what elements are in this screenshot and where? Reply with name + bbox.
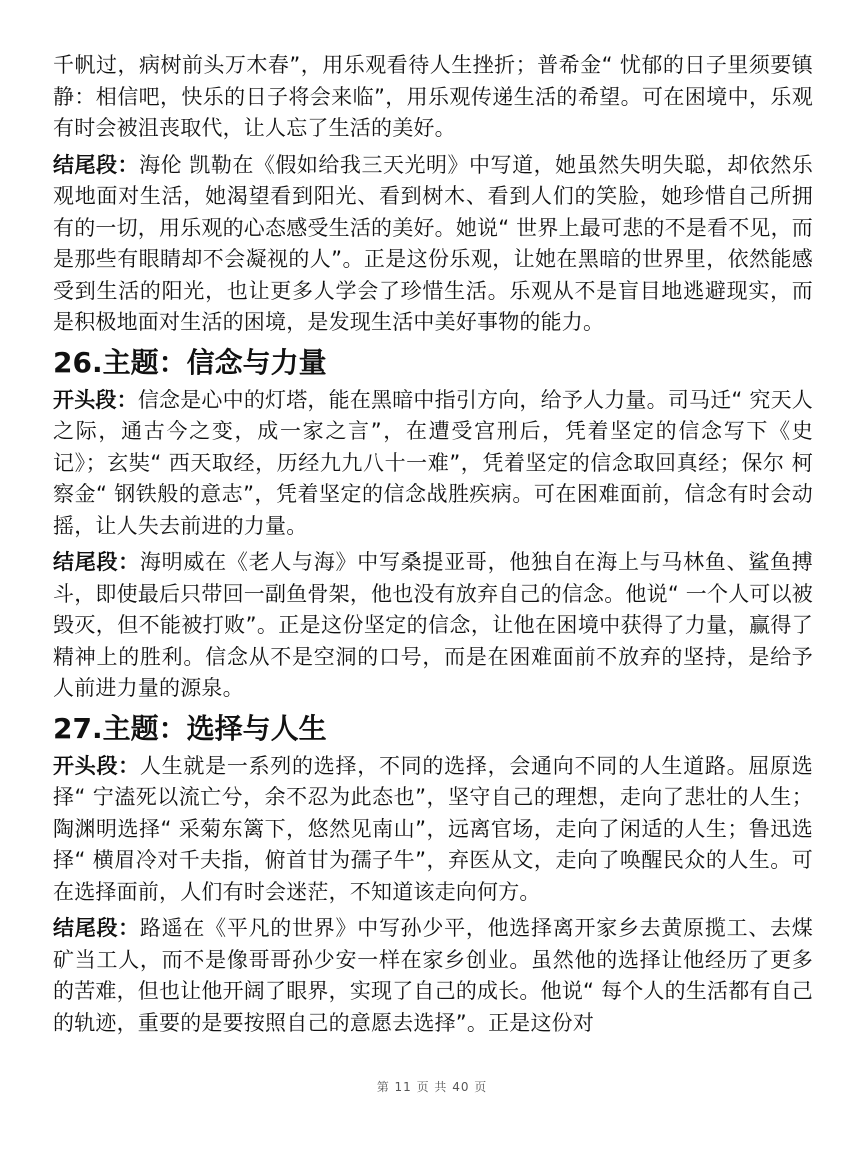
- section-heading-27: 27.主题：选择与人生: [53, 711, 327, 745]
- paragraph-continuation: [53, 50, 813, 145]
- paragraph-lead: 结尾段：: [53, 916, 140, 940]
- paragraph-ending-26: [53, 547, 813, 705]
- section-heading-26: 26.主题：信念与力量: [53, 345, 327, 379]
- paragraph-text: 人生就是一系列的选择，不同的选择，会通向不同的人生道路。屈原选择“ 宁溘死以流亡兮，余不忍为此态也”，坚守自己的理想，走向了悲壮的人生；陶渊明选择“ 采菊东篱下，悠然见南山”，远离官场，走向了闲适的人生；鲁迅选择“ 横眉冷对千夫指，俯首甘为孺子牛”，弃医从文，走向了唤醒民众的人生。可在选择面前，人们有时会迷茫，不知道该走向何方。: [53, 753, 813, 904]
- paragraph-text: 信念是心中的灯塔，能在黑暗中指引方向，给予人力量。司马迁“ 究天人之际，通古今之变，成一家之言”，在遭受宫刑后，凭着坚定的信念写下《史记》；玄奘“ 西天取经，历经九九八十一难”，凭着坚定的信念取回真经；保尔 柯察金“ 钢铁般的意志”，凭着坚定的信念战胜疾病。可在困难面前，信念有时会动摇，让人失去前进的力量。: [53, 387, 813, 538]
- paragraph-text: 海伦 凯勒在《假如给我三天光明》中写道，她虽然失明失聪，却依然乐观地面对生活，她渴望看到阳光、看到树木、看到人们的笑脸，她珍惜自己所拥有的一切，用乐观的心态感受生活的美好。她说“ 世界上最可悲的不是看不见，而是那些有眼睛却不会凝视的人”。正是这份乐观，让她在黑暗的世界里，依然能感受到生活的阳光，也让更多人学会了珍惜生活。乐观从不是盲目地逃避现实，而是积极地面对生活的困境，是发现生活中美好事物的能力。: [53, 152, 813, 334]
- paragraph-ending-27: [53, 913, 813, 1039]
- paragraph-opening-27: [53, 751, 813, 909]
- paragraph-text: 路遥在《平凡的世界》中写孙少平，他选择离开家乡去黄原揽工、去煤矿当工人，而不是像哥哥孙少安一样在家乡创业。虽然他的选择让他经历了更多的苦难，但也让他开阔了眼界，实现了自己的成长。他说“ 每个人的生活都有自己的轨迹，重要的是要按照自己的意愿去选择”。正是这份对: [53, 916, 813, 1035]
- paragraph-lead: 结尾段：: [53, 152, 140, 177]
- paragraph-lead: 结尾段：: [53, 550, 140, 574]
- paragraph-ending-25: [53, 150, 813, 339]
- paragraph-text: 海明威在《老人与海》中写桑提亚哥，他独自在海上与马林鱼、鲨鱼搏斗，即使最后只带回一副鱼骨架，他也没有放弃自己的信念。他说“ 一个人可以被毁灭，但不能被打败”。正是这份坚定的信念，让他在困境中获得了力量，赢得了精神上的胜利。信念从不是空洞的口号，而是在困难面前不放弃的坚持，是给予人前进力量的源泉。: [53, 550, 813, 700]
- paragraph-opening-26: [53, 385, 813, 543]
- paragraph-text: 千帆过，病树前头万木春”，用乐观看待人生挫折；普希金“ 忧郁的日子里须要镇静：相信吧，快乐的日子将会来临”，用乐观传递生活的希望。可在困境中，乐观有时会被沮丧取代，让人忘了生活的美好。: [53, 53, 813, 140]
- paragraph-lead: 开头段：: [53, 387, 138, 412]
- paragraph-lead: 开头段：: [53, 753, 140, 778]
- document-body: [53, 50, 813, 1044]
- page-number-footer: 第 11 页 共 40 页: [376, 1080, 488, 1094]
